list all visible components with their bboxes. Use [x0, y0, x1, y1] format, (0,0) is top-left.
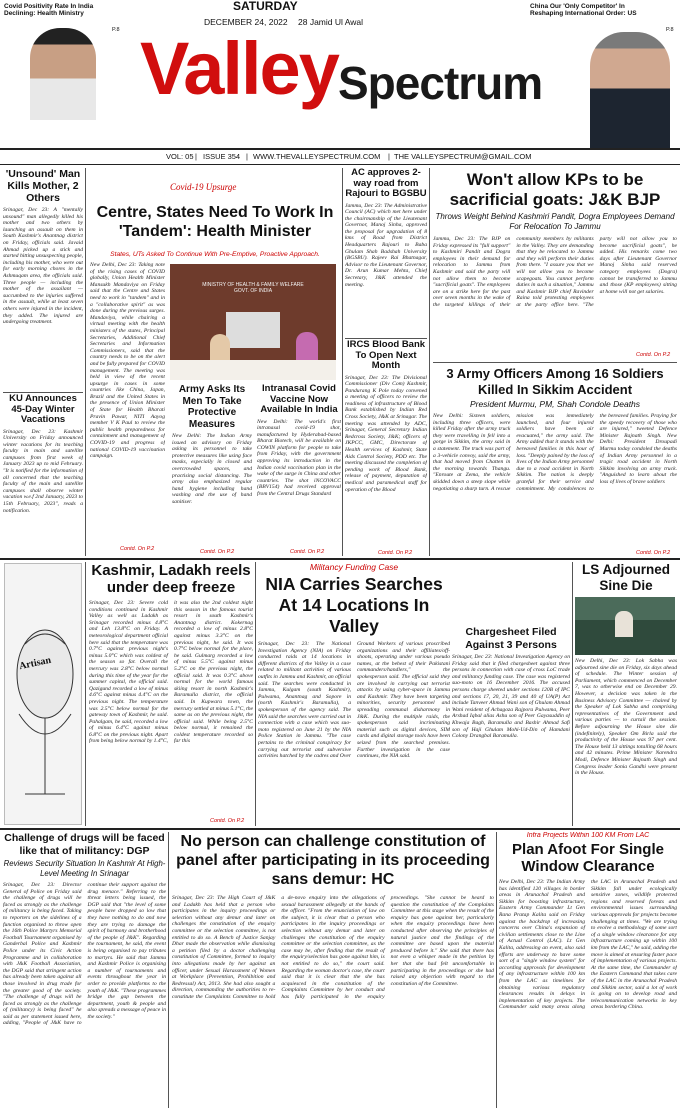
teaser-left-line1: Covid Positivity Rate In India	[4, 3, 94, 10]
article-body: Srinagar, Dec 23: The National Investigation Agency (NIA) on Friday conducted raids at 14 locations in different districts of the Valley in a case related to militant activities of various outfits in Jammu and Kashmir, an official said. The searches were conducted in Jammu, Kulgam (south Kashmir), Pulwama, Anantnag and Sopore in (north Kashmir's Baramulla), a spokesperson of the agency said. The NIA said the searches were carried out in connection with a case which was suo-moto registered on June 21 by the NIA Police Station in Jammu. "The case pertains to the criminal conspiracy for carrying out terrorist and subversive activities hatched by the cadres and Over Ground Workers of various proscribed organizations and their affiliates/off-shoots, operating under various pseudo names, at the behest of their Pakistani commanders/handlers," the spokesperson said. The official said they are involved in carrying out terrorist attacks by using cyber-space in Jammu and Kashmir. They have been targeting minorities, security personnel and spreading communal disharmony in J&K. During the multiple raids, the spokesperson said incriminating material such as digital devices, SIM cards and digital storage tools have been seized from the searched premises. Further investigation in the case continues, the NIA said.	[258, 641, 450, 760]
masthead-title[interactable]	[140, 27, 580, 114]
headline: Won't allow KPs to be sacrificial goats: J&K BJP	[449, 170, 661, 209]
article-body: Srinagar, Dec 23: Kashmir University on Friday announced winter vacations for its teaching faculty in main and satellite campuses from first week of January 2023 up to mid February. "It is notified for the information of all concerned that the teaching faculty of the main and satellite campuses shall observe winter vacation w.e.f 2nd January, 2023 to 15th February, 2023", reads a notification.	[3, 428, 83, 514]
headline: IRCS Blood Bank To Open Next Month	[346, 340, 426, 371]
masthead-valley: Valley	[140, 27, 338, 110]
continued-link[interactable]: Contd. On P.2	[120, 546, 155, 552]
story-nia[interactable]	[258, 562, 450, 826]
story-kps[interactable]	[433, 170, 677, 360]
story-hc[interactable]	[172, 832, 494, 1108]
article-body: New Delhi, Dec 23: The Indian Army has identified 120 villages in border areas in Arunachal Pradesh and Sikkim for boosting infrastructure, Eastern Army Commander Lt Gen Rana Pratap Kalita said on Friday against the backdrop of increasing concerns over China's expansion of civilian settlements close to the Line of Actual Control (LAC). Lt Gen Kalita, addressing an event, also said efforts are underway to have some sort of a "single window system" for according approvals for development of any infrastructure within 100 km from the LAC as timelines for obtaining various regulatory clearances results in delays in implementation of key projects. The Commander said many areas along the LAC in Arunachal Pradesh and Sikkim fall under ecologically sensitive zones, wildlife protected regions and reserved forests and environmental issues surrounding various approvals for projects become challenging at times. "We are trying to evolve a methodology of some sort of a single window clearance for any infrastructure coming up within 100 km from the LAC," he said, adding the move is aimed at ensuring faster pace of implementation of various projects. At the same time, the Commander of the Eastern Command that takes care of the LAC in the Arunachal Pradesh and Sikkim sector, said a lot of work is going on to develop road and telecommunication networks in key areas bordering China.	[499, 879, 677, 1011]
headline: Centre, States Need To Work In 'Tandem': Health Minister	[96, 204, 334, 240]
story-intranasal[interactable]	[257, 384, 341, 554]
day: SATURDAY	[233, 0, 298, 13]
meeting-photo	[170, 264, 336, 380]
teaser-right-line1: China Our 'Only Competitor' In	[530, 3, 625, 10]
story-army-men[interactable]	[172, 384, 252, 558]
teaser-right-line2: Reshaping International Order: US	[530, 10, 637, 17]
story-window[interactable]	[499, 832, 677, 1108]
article-body: Srinagar, Dec 23: The Divisional Commissioner (Div Com) Kashmir, Pandurang K Pole today convened a meeting of officers to review the readiness of infrastructure of Blood Bank established by Indian Red Cross Society, J&K at Srinagar. The meeting was attended by ADC, Srinagar, General Secretary Indian Redcross Society, J&K; officers of JKPCC, GMC, Directorate of Health services of Kashmir, State Aids Control Society, PDD etc. The meeting discussed the completion of pending work of Blood Bank, release of payment, deputation of medical and paramedical staff for operation of the Blood	[345, 374, 427, 493]
headline: Kashmir, Ladakh reels under deep freeze	[91, 562, 251, 596]
continued-link[interactable]: Contd. On P.2	[210, 818, 245, 824]
headline: 'Unsound' Man Kills Mother, 2 Others	[5, 168, 81, 204]
article-body: Jammu, Dec 23: The BJP on Friday expressed its "full support" to Kashmiri Pandit and Dogra employees in their demand for relocation to Jammu from Kashmir and said the party will not allow them to become "sacrificial goats". The employees are on a strike here for the past over seven months in the wake of the targeted killings of their community members by militants in the Valley. They are demanding that they be relocated to Jammu and they will perform their duties from there. "I assure you that we will not allow you to become scapegoats. You cannot perform duties in such a situation," Jammu and Kashmir BJP chief Ravinder Raina told protesting employees at the party office here. "The party will not allow you to become sacrificial goats", he added. His remarks come two days after Lieutenant Governor Manoj Sinha said reserved category employees (Dogra) cannot be transferred to Jammu and those (KP employees) sitting at home will not get salaries.	[433, 236, 677, 308]
headline: No person can challenge constitution of panel after participating in its proceeding sans demur: HC	[176, 833, 490, 888]
story-ircs[interactable]	[345, 340, 427, 554]
photo-banner: MINISTRY OF HEALTH & FAMILY WELFARE GOVT. OF INDIA	[202, 282, 304, 294]
continued-link[interactable]: Contd. On P.2	[636, 550, 671, 556]
subheadline: Reviews Security Situation In Kashmir At High-Level Meeting In Srinagar	[3, 859, 166, 878]
article-body: New Delhi: The Indian Army issued an advisory on Friday asking its personnel to take protective measures like using face masks, especially in closed and overcrowded spaces, and practising social distancing. The army also emphasized regular hand hygiene including hand washing and the use of hand sanitiser.	[172, 433, 252, 505]
kicker: Covid-19 Upsurge	[170, 182, 237, 192]
kicker: Infra Projects Within 100 KM From LAC	[526, 832, 650, 839]
article-body: New Delhi: Sixteen soldiers, including three officers, were killed Friday after the army truck they were travelling in fell into a gorge in Sikkim, the army said in a statement. The truck was part of a 3-vehicle convoy, said the army, that had moved from Chatten in the morning towards Thangu. "Enroute at Zema, the vehicle skidded down a steep slope while negotiating a sharp turn. A rescue mission was immediately launched, and four injured soldiers have been air evacuated," the army said. The Army added that it stands with the bereaved families in this hour of loss. "Deeply pained by the loss of lives of the Indian Army personnel due to a road accident in North Sikkim. The nation is deeply grateful for their service and commitment. My condolences to the bereaved families. Praying for the speedy recovery of those who are injured," tweeted Defence Minister Rajnath Singh. New Delhi: President Droupadi Murmu today condoled the deaths of Indian Army personnel in a tragic road accident in North Sikkim involving an army truck. "Anguished to learn about the loss of lives of brave soldiers	[433, 413, 677, 492]
kicker: Militancy Funding Case	[309, 562, 399, 572]
section-divider	[0, 828, 680, 830]
website-link[interactable]: WWW.THEVALLEYSPECTRUM.COM	[253, 152, 381, 161]
article-body: New Delhi, Dec 23: Lok Sabha was adjourned sine die on Friday, six days ahead of schedule. The Winter session of Parliament, which commenced on December 7, was to otherwise end on December 29. However, a decision was taken in the Business Advisory Committee — chaired by the Speaker of Lok Sabha and comprising representatives of the Government and various parties — to curtail the session. Before adjourning the House sine die (indefinitely), Speaker Om Birla said the productivity of the House was 97 per cent. The House held 13 sittings totalling 68 hours and 42 minutes. Prime Minister Narendra Modi, Defence Minister Rajnath Singh and Congress leader Sonia Gandhi were present in the House.	[575, 658, 677, 777]
masthead-info-bar: VOL: 05 | ISSUE 354 | WWW.THEVALLEYSPECTRUM.COM | THE VALLEYSPECTRUM@GMAIL.COM	[166, 152, 532, 161]
headline: Challenge of drugs will be faced like that of militancy: DGP	[4, 832, 165, 857]
story-ls[interactable]	[575, 562, 677, 826]
story-ac[interactable]	[345, 168, 427, 338]
story-drugs[interactable]	[3, 832, 166, 1108]
headline: KU Announces 45-Day Winter Vacations	[9, 394, 77, 425]
continued-link[interactable]: Contd. On P.2	[290, 549, 325, 555]
cartoon-artisan-icon	[5, 564, 83, 826]
headline: LS Adjourned Sine Die	[582, 562, 670, 593]
headline: AC approves 2-way road from Rajouri to BGSBU	[345, 168, 427, 199]
date: DECEMBER 24, 2022	[204, 17, 288, 27]
continued-link[interactable]: Contd. On P.2	[200, 549, 235, 555]
headline: Plan Afoot For Single Window Clearance	[512, 841, 664, 875]
story-unsound[interactable]	[3, 168, 83, 390]
teaser-right-page: P.8	[666, 27, 674, 33]
story-ku[interactable]	[3, 394, 83, 554]
top-left-teaser[interactable]	[4, 3, 144, 33]
article-body: Srinagar, Dec 23: Severe cold conditions continued in Kashmir Valley as well as Ladakh as Srinagar recorded minus 4.8°C and Leh 13.8°C on Friday. A meteorological department official here said that the temperature was 0.7°C against previous night's minus 5.0°C which was coldest of the season so far. Overall the mercury was 2.8°C below normal during this time of the year for the summer capital, the official said. Qazigund recorded a low of minus 4.6°C against minus 4.4°C on the previous night. The temperature was 2.5°C below normal for the gateway town of Kashmir, he said. Pahalgam, he said, recorded a low of minus 6.4°C against minus 6.8°C on the previous night. Apart from being below normal by 1.4°C, it was also the 2nd coldest night this season in the famous tourist resort in south Kashmir's Anantnag district. Kokernag recorded a low of minus 2.8°C against minus 3.3°C on the previous night, he said. It was 0.7°C below normal for the place, he said. Gulmarg recorded a low of minus 5.5°C against minus 5.2°C on the previous night, the official said. It was 0.3°C above normal for the world famous skiing resort in north Kashmir's Baramulla district, the official said. In Kupwara town, the mercury settled at minus 5.1°C, the same as on the previous night, the official said. While being 2.5°C below normal, it remained the coldest temperature recorded so far this	[89, 600, 253, 745]
masthead-spectrum: Spectrum	[338, 57, 543, 109]
parliament-photo	[575, 597, 675, 655]
article-body: New Delhi: The world's first intranasal covid-19 shot, manufactured by Hyderabad-based Bharat Biotech, will be available on COWIN platform for people to take from Friday, with the government approving its introduction in the Indian covid vaccination plan in the wake of the surge in China and other countries. The shot iNCOVACC (BBV154) had received approval from the Central Drugs Standard	[257, 418, 341, 498]
headline: NIA Carries Searches At 14 Locations In Valley	[265, 574, 443, 636]
email-link[interactable]: THE VALLEYSPECTRUM@GMAIL.COM	[394, 152, 532, 161]
hijri-date: 28 Jamid Ul Awal	[298, 17, 364, 27]
teaser-left-line2: Declining: Health Ministry	[4, 10, 84, 17]
volume: VOL: 05	[166, 152, 194, 161]
article-body: Srinagar, Dec 23: The High Court of J&K and Ladakh has held that a person who participates in the inquiry proceedings or selection without any demur and later on challenges the constitution of the enquiry committee or the selection committee, is not entitled to do so. A Bench of Justice Sanjay Dhar made the observation while dismissing a petition filed by a doctor challenging constitution of Committee, formed to inquiry into allegations made by her against an officer, under Sexual Harassment of Women at Workplace (Prevention, Prohibition and Redressal) Act, 2013. She had also sought a direction, commanding the authorities to re-constitute the Complaints Committee to hold a de-novo enquiry into the allegations of sexual harassment allegedly at the hands of the officer. "From the enunciation of law on the subject, it is clear that a person who participates in the inquiry proceedings or selection without any demur and later on challenges the constitution of the enquiry committee or the selection committee, as the case may be, after finding that the result of the enquiry/selection has gone against him, is not entitled to do so," the court said. Regarding the woman doctor's case, the court said that it is clear that the she has acquiesced in the constitution of the Complaints Committee by her conduct and has fully participated in the enquiry proceedings. "She cannot be heard to question the constitution of the Complaints Committee at this stage when the result of the enquiry has gone against her, particularly when the enquiry proceedings have been conducted after observing the principles of natural justice and the findings of the committee are based upon the material produced before it." She said that there has not even a whisper made in the petition by her that she had felt uncomfortable in participating in the proceedings or she had raised any objection with regard to the constitution of the Committee.	[172, 895, 494, 1000]
story-sikkim[interactable]	[433, 366, 677, 556]
teaser-left-page: P.8	[112, 27, 120, 33]
headline: Intranasal Covid Vaccine Now Available In India	[260, 384, 338, 415]
headline: Chargesheet Filed Against 3 Persons	[465, 626, 557, 651]
article-body: Srinagar, Dec 23: National Investigation Agency on Friday said that it filed chargesheet against three persons in connection with case of cross LoC trade and militancy funding case. The case was registered suo-moto on 16 December 2016. The accused persons charge sheeted under sections 120B of IPC and sections 17, 20, 21, 39 and 40 of UA(P) Act include Tanveer Ahmad Wani son of Ghulam Ahmad Wani resident of Achagoza Rajpora Pulwama, Peer Arshad Iqbal alias Ashu son of Peer Gayasuddin of Khwaja Bagh, Baramulla and Bashir Ahmad Safi son of Haji Ghulam Mohi-Ud-Din of Hamdani Colony Drangbal Baramulla.	[452, 654, 570, 740]
subheadline: President Murmu, PM, Shah Condole Deaths	[469, 399, 641, 409]
teaser-right-photo	[590, 32, 670, 150]
article-body: New Delhi, Dec 23: Taking note of the rising cases of COVID globally, Union Health Minister Mansukh Mandaviya on Friday said that the Centre and States need to work in "tandem" and in a "collaborative spirit" as was done during the previous surges. Mandaviya, while chairing a virtual meeting with the health ministers of the states, Principal Secretaries, Additional Chief Secretaries and Information Commissioners, said that the country needs to be on the alert and be fully prepared for COVID management. The meeting was held in view of the recent upsurge in cases in some countries like China, Japan, Brazil and the United States in the presence of Union Minister of State for Health Bharati Pravin Pawar, NITI Aayog member V K Paul to review the public health preparedness for containment and management of COVID-19 and progress of national COVID-19 vaccination campaign.	[90, 262, 165, 460]
story-chargesheet[interactable]	[452, 626, 570, 826]
continued-link[interactable]: Contd. On P.2	[636, 352, 671, 358]
headline: Army Asks Its Men To Take Protective Measures	[178, 384, 246, 430]
section-divider	[0, 558, 680, 560]
article-body: Srinagar, Dec 23: Director General of Police on Friday said the challenge of drugs will be faced as strongly as the challenge of militancy is being faced. Taking to reporters on the sidelines of a function organised to throw open the 16th Police Martyrs Memorial Football Tournament organised by Ganderbal Police and Kashmir Police under its Civic Action Programme and in collaboration with J&K Football Association, the DGP said that stringent action has already been taken against all those involved in drug trade for the greater good of the society. "The challenge of drugs will be faced as strongly as the challenge of (militancy) is being faced" he said as per statement issued here, adding, "People of J&K have to continue their support against the drug menace." Referring to the threat letters being issued, the DGP said that "the level of some people have dropped so low that they have nothing to do and now they are trying to damage the spirit of harmony and brotherhood of the people of J&K". Regarding the tournament, he said, the event is being organised to pay tributes to martyrs. He said that Jammu and Kashmir Police is organising a number of tournaments and events throughout the year in order to provide platforms to the youth of J&K. "These programmes bridge the gap between the department, youth & people and also spreads a message of peace in the society."	[3, 882, 166, 1027]
subheadline: Throws Weight Behind Kashmiri Pandit, Dogra Employees Demand For Relocation To Jammu	[435, 212, 675, 231]
article-body: Jammu, Dec 23: The Administrative Council (AC) which met here under the chairmanship of the Lieutenant Governor, Manoj Sinha, approved the proposal for upgradation of 8 kms of Road from District Headquarters Rajouri to Baba Ghulam Shah Badshah University (BGSBU). Rajeev Rai Bhatnagar, Advisor to the Lieutenant Governor, Dr. Arun Kumar Mehta, Chief Secretary, J&K attended the meeting.	[345, 202, 427, 288]
masthead-rule	[0, 148, 680, 150]
masthead-rule-bottom	[0, 164, 680, 165]
article-body: Srinagar, Dec 23: A "mentally unsound" man allegedly killed his mother and two others by launching an assault on them in South Kashmir's Anantnag district on Friday, officials said. Javaid Ahmad picked up a stick and started hitting unsuspecting people, including his mother, who were out for early morning chores in the Ashmuqam area, the officials said. Three people — including the mother of the assailant — succumbed to the injuries suffered in the assault, while at least seven others were injured in the incident, they added. The injured are undergoing treatment.	[3, 207, 83, 326]
headline: 3 Army Officers Among 16 Soldiers Killed In Sikkim Accident	[446, 366, 664, 397]
issue: ISSUE 354	[203, 152, 241, 161]
continued-link[interactable]: Contd. On P.2	[378, 550, 413, 556]
cartoon-label: Artisan	[18, 654, 53, 673]
story-ladakh[interactable]	[89, 562, 253, 826]
teaser-left-photo	[30, 28, 96, 120]
top-right-teaser[interactable]	[530, 3, 676, 33]
cartoon	[4, 563, 82, 825]
subheadline: States, UTs Asked To Continue With Pre-Emptive, Proactive Approach.	[110, 251, 320, 258]
